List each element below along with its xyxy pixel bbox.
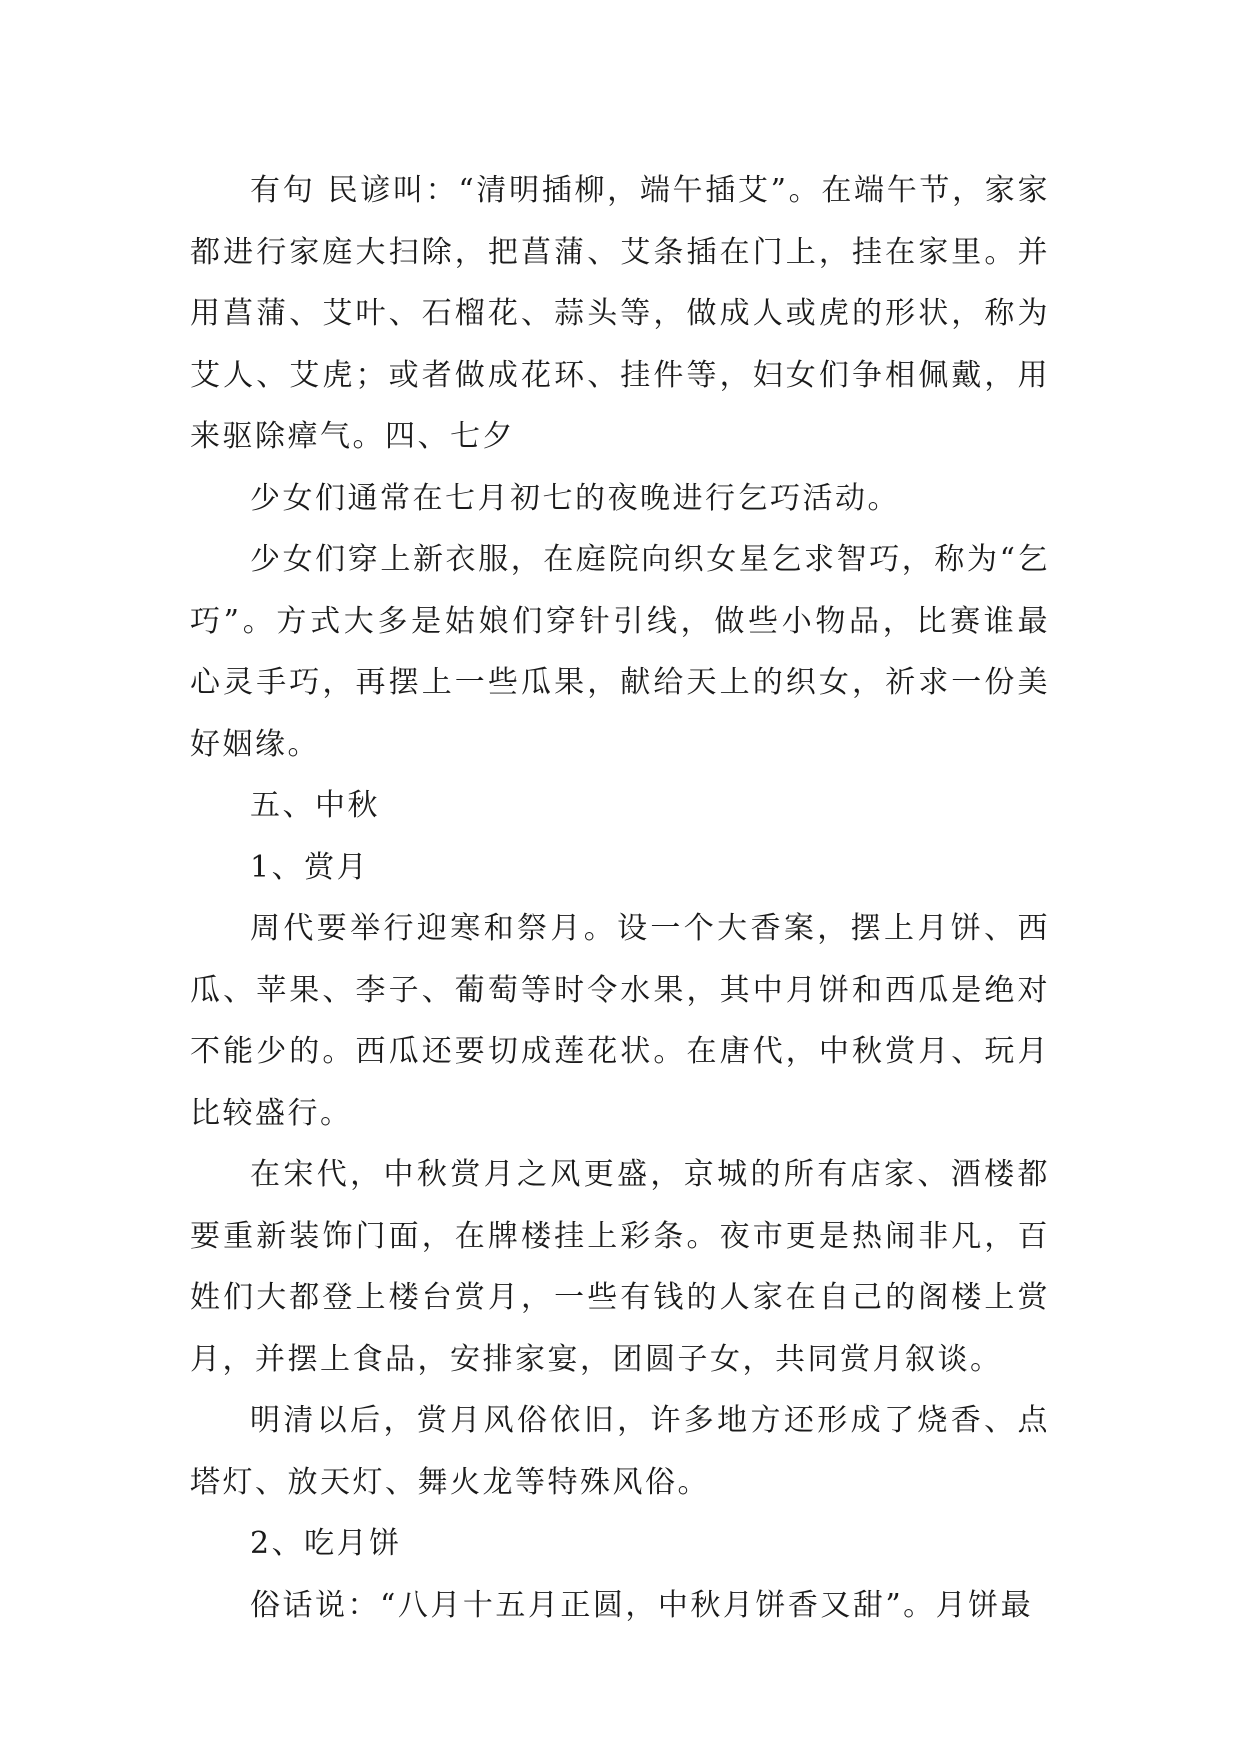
paragraph-song-dynasty: 在宋代，中秋赏月之风更盛，京城的所有店家、酒楼都要重新装饰门面，在牌楼挂上彩条。夜市更是热闹非凡，百姓们大都登上楼台赏月，一些有钱的人家在自己的阁楼上赏月，并摆上食品，安排家宴，团圆子女，共同赏月叙谈。 [190,1157,1050,1377]
paragraph-mooncake-saying: 俗话说：“八月十五月正圆，中秋月饼香又甜”。月饼最 [250,1587,1034,1623]
subheading-moon-viewing: 1、赏月 [250,849,370,885]
document-body [190,160,1050,1636]
subheading-mooncakes: 2、吃月饼 [250,1526,402,1561]
paragraph-duanwu-customs: 有句 民谚叫：“清明插柳，端午插艾”。在端午节，家家都进行家庭大扫除，把菖蒲、艾条插在门上，挂在家里。并用菖蒲、艾叶、石榴花、蒜头等，做成人或虎的形状，称为艾人、艾虎；或者做成花环、挂件等，妇女们争相佩戴，用来驱除瘴气。四、七夕 [190,173,1050,454]
paragraph-qixi-intro: 少女们通常在七月初七的夜晚进行乞巧活动。 [250,480,900,516]
paragraph-ming-qing: 明清以后，赏月风俗依旧，许多地方还形成了烧香、点塔灯、放天灯、舞火龙等特殊风俗。 [190,1403,1050,1500]
paragraph-zhou-dynasty: 周代要举行迎寒和祭月。设一个大香案，摆上月饼、西瓜、苹果、李子、葡萄等时令水果，其中月饼和西瓜是绝对不能少的。西瓜还要切成莲花状。在唐代，中秋赏月、玩月比较盛行。 [190,911,1050,1131]
section-heading-mid-autumn: 五、中秋 [250,788,380,823]
paragraph-qiqiao: 少女们穿上新衣服，在庭院向织女星乞求智巧，称为“乞巧”。方式大多是姑娘们穿针引线，做些小物品，比赛谁最心灵手巧，再摆上一些瓜果，献给天上的织女，祈求一份美好姻缘。 [190,542,1050,762]
